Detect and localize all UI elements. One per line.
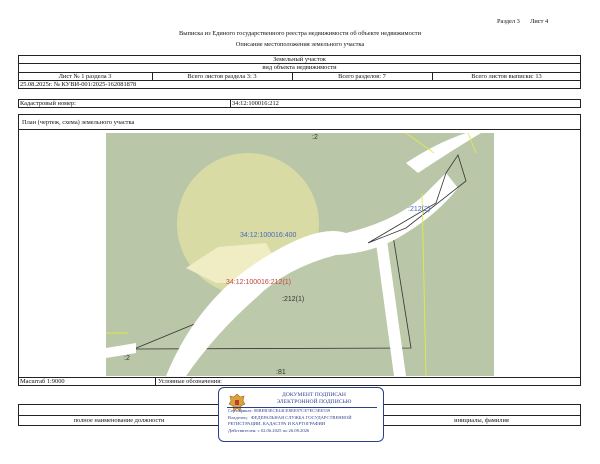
stamp-line2: ЭЛЕКТРОННОЙ ПОДПИСЬЮ [276,399,352,405]
stamp-owner2: РЕГИСТРАЦИИ, КАДАСТРА И КАРТОГРАФИИ [228,421,326,426]
label-bottom: :81 [276,369,286,376]
stamp-cert: Сертификат: 00ВЕВ3ЕСЕ44СЕ8ЕЕ97СЕ7ЕС5ЕЕ539 [228,408,331,413]
stamp-owner-label: Владелец: [228,415,248,420]
cadastral-number: 34:12:100016:212 [232,100,279,107]
legend-label: Условные обозначения: [158,378,222,385]
label-left: :2 [124,355,130,362]
label-circle-parcel: 34:12:100016:400 [240,232,297,239]
section-number: Раздел 3 [497,18,520,25]
position-caption: полное наименование должности [73,417,165,424]
sheet-number: Лист 4 [530,18,549,25]
sheets-total: Всего листов выписки: 13 [471,73,542,80]
label-main-parcel: 34:12:100016:212(1) [226,279,291,286]
cadastral-row [18,99,581,108]
plan-caption: План (чертеж, схема) земельного участка [22,119,135,126]
e-signature-stamp [218,387,384,442]
object-type: Земельный участок [273,56,326,63]
stamp-valid: Действителен: с 02.06.2025 по 26.08.2026 [228,428,310,433]
name-caption: инициалы, фамилия [454,417,509,424]
scale-value: Масштаб 1:9000 [20,378,65,385]
date-number: 25.08.2025г. № КУВИ-001/2025-162081878 [20,81,137,88]
sheet-of-section: Лист № 1 раздела 3 [58,73,112,80]
document-title: Выписка из Единого государственного реестра недвижимости об объекте недвижимости [178,30,421,37]
label-right-parcel: :212(2) [408,206,431,213]
document-subtitle: Описание местоположения земельного участка [235,41,365,48]
label-parcel-1: :212(1) [282,296,305,303]
sheets-in-section: Всего листов раздела 3: 3 [187,73,257,80]
label-top: :2 [312,134,318,141]
stamp-owner: ФЕДЕРАЛЬНАЯ СЛУЖБА ГОСУДАРСТВЕННОЙ [251,415,352,420]
cadastral-label: Кадастровый номер: [20,100,76,107]
plan-map [106,133,494,376]
stamp-line1: ДОКУМЕНТ ПОДПИСАН [282,392,346,398]
sections-total: Всего разделов: 7 [338,73,386,80]
object-type-caption: вид объекта недвижимости [262,64,337,71]
